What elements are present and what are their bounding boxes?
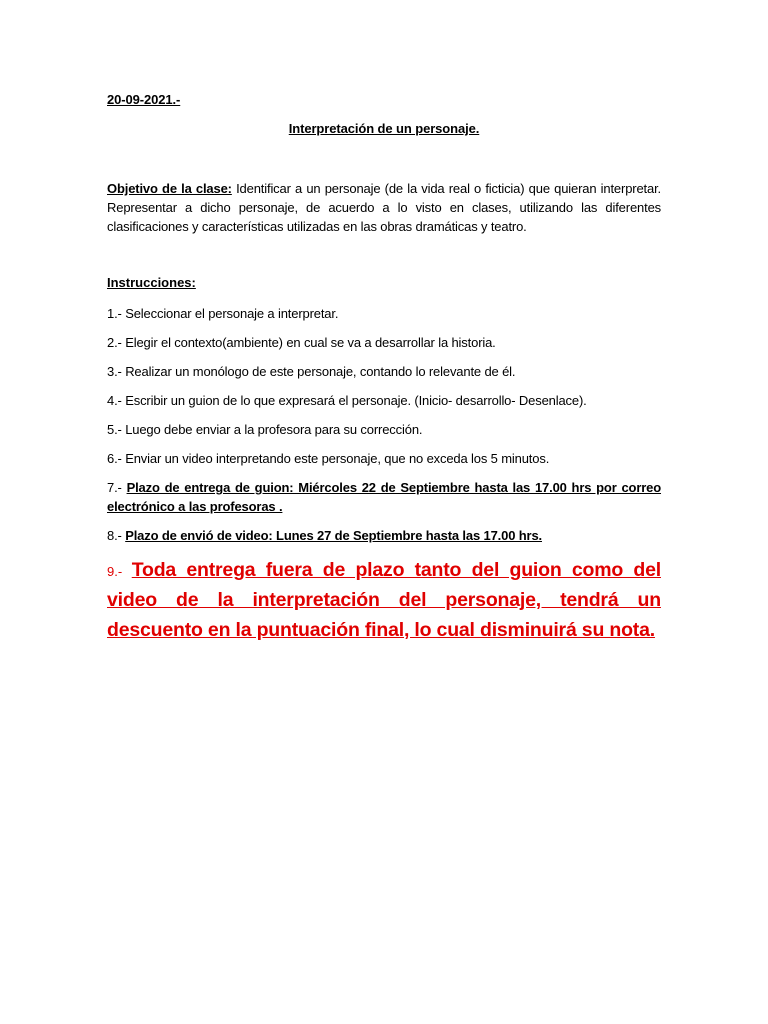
objective-label: Objetivo de la clase:	[107, 181, 232, 196]
instruction-item-7	[107, 478, 661, 516]
document-date: 20-09-2021.-	[107, 92, 181, 107]
instruction-item-4	[107, 391, 661, 410]
document-title: Interpretación de un personaje.	[288, 121, 480, 136]
item-number: 3.-	[107, 364, 122, 379]
objective-text: Identificar a un personaje (de la vida real o ficticia) que quieran interpretar. Representar a dicho personaje, de acuerdo a lo visto en clases, utilizando las diferentes clasificaciones y características utilizadas en las obras dramáticas y teatro.	[107, 181, 661, 234]
item-number: 7.-	[107, 480, 122, 495]
document-page	[107, 0, 661, 1024]
item-text: Escribir un guion de lo que expresará el personaje. (Inicio- desarrollo- Desenlace).	[121, 393, 587, 408]
item-text: Elegir el contexto(ambiente) en cual se va a desarrollar la historia.	[121, 335, 496, 350]
objective-paragraph	[107, 179, 661, 236]
instruction-item-9	[107, 556, 661, 646]
item-number: 5.-	[107, 422, 122, 437]
instruction-item-5	[107, 420, 661, 439]
instruction-item-2	[107, 333, 661, 352]
instructions-heading: Instrucciones:	[107, 275, 196, 290]
item-text: Luego debe enviar a la profesora para su corrección.	[121, 422, 423, 437]
instruction-item-1	[107, 304, 661, 323]
instruction-item-8	[107, 526, 661, 545]
item-number: 9.-	[107, 564, 123, 579]
item-number: 2.-	[107, 335, 122, 350]
instruction-item-6	[107, 449, 661, 468]
item-number: 6.-	[107, 451, 122, 466]
item-text: Seleccionar el personaje a interpretar.	[121, 306, 339, 321]
item-number: 4.-	[107, 393, 122, 408]
item-number: 1.-	[107, 306, 122, 321]
item-text: Enviar un video interpretando este personaje, que no exceda los 5 minutos.	[121, 451, 550, 466]
deadline-video: Plazo de envió de video: Lunes 27 de Septiembre hasta las 17.00 hrs.	[125, 528, 542, 543]
deadline-script: Plazo de entrega de guion: Miércoles 22 de Septiembre hasta las 17.00 hrs por correo electrónico a las profesoras .	[107, 480, 662, 514]
item-text: Realizar un monólogo de este personaje, contando lo relevante de él.	[121, 364, 516, 379]
item-number: 8.-	[107, 528, 122, 543]
instruction-item-3	[107, 362, 661, 381]
late-submission-warning: Toda entrega fuera de plazo tanto del guion como del video de la interpretación del personaje, tendrá un descuento en la puntuación final, lo cual disminuirá su nota.	[107, 559, 661, 641]
